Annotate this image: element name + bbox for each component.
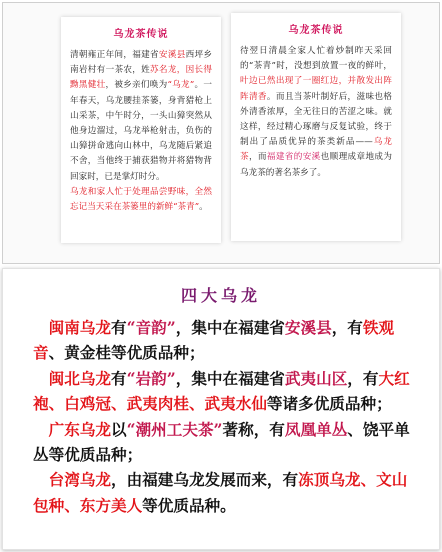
highlight-text: 乌龙和家人忙于处理品尝野味，全然忘记当天采在茶篓里的新鲜“茶青” bbox=[70, 186, 212, 213]
text-run: 著称，有 bbox=[222, 419, 285, 439]
highlight-text: 凤凰单丛 bbox=[284, 419, 348, 439]
legend-card-left bbox=[61, 17, 221, 243]
highlight-text: 苏名龙，因长得黝黑健壮 bbox=[70, 65, 212, 91]
card-body bbox=[70, 48, 212, 215]
text-run: ，而 bbox=[248, 152, 267, 163]
highlight-text: 大红袍、白鸡冠、武夷肉桂、武夷水仙 bbox=[33, 368, 410, 414]
highlight-text: “乌龙” bbox=[167, 80, 195, 91]
highlight-text: 闽北乌龙 bbox=[48, 368, 111, 388]
text-run: 等诸多优质品种； bbox=[266, 394, 392, 414]
card-title: 乌龙茶传说 bbox=[288, 25, 344, 36]
card-title: 乌龙茶传说 bbox=[113, 29, 169, 40]
text-run: 。一年春天，乌龙腰挂茶篓，身背猎枪上山采茶，中午时分，一头山獐突然从他身边溜过，乌龙举枪射击，负伤的山獐拼命逃向山林中，乌龙随后紧追不舍，当他终于捕获猎物并将猎物背回家时，已是掌灯时分。 bbox=[70, 80, 212, 182]
highlight-text: 广东乌龙 bbox=[48, 419, 111, 439]
highlight-text: 福建省的安溪 bbox=[266, 152, 321, 163]
paragraph bbox=[33, 467, 421, 518]
section-heading: 四大乌龙 bbox=[180, 286, 261, 305]
highlight-text: 台湾乌龙 bbox=[48, 470, 111, 490]
highlight-text: 冻顶乌龙、文山包种、东方美人 bbox=[33, 470, 408, 515]
legend-panel bbox=[2, 2, 440, 264]
text-run: ，有 bbox=[331, 318, 363, 337]
legend-card-right bbox=[231, 13, 401, 241]
text-run: 有 bbox=[110, 318, 127, 337]
highlight-text: “潮州工夫茶” bbox=[126, 419, 223, 439]
text-run: 西坪乡南岩村有一茶农，姓 bbox=[70, 50, 212, 76]
paragraph bbox=[240, 44, 392, 181]
highlight-text: 乌龙茶 bbox=[240, 137, 392, 163]
text-run: ，集中在福建省 bbox=[175, 318, 285, 337]
text-run: 等优质品种。 bbox=[142, 495, 236, 515]
highlight-text: 叶边已然出现了一圈红边，并散发出阵阵清香 bbox=[240, 76, 392, 102]
text-run: 。 bbox=[199, 202, 208, 213]
text-run: ，被乡亲们唤为 bbox=[105, 80, 168, 91]
highlight-text: 安溪县 bbox=[284, 318, 332, 337]
highlight-text: 安溪县 bbox=[158, 50, 186, 60]
text-run: 也顺理成章地成为乌龙茶的著名茶乡了。 bbox=[240, 152, 392, 178]
card-body bbox=[240, 44, 392, 181]
text-run: 、饶平单丛等优质品种； bbox=[33, 419, 410, 465]
highlight-text: 铁观音 bbox=[33, 318, 395, 363]
text-run: 。而且当茶叶制好后，滋味也格外清香浓厚，全无往日的苦涩之味。就这样，经过精心琢磨与反复试验，终于制出了品质优异的茶类新品—— bbox=[240, 91, 392, 148]
text-run: 、黄金桂等优质品种； bbox=[48, 343, 205, 363]
text-run: 有 bbox=[110, 368, 127, 388]
highlight-text: 武夷山区 bbox=[284, 368, 348, 388]
text-run: 待翌日清晨全家人忙着炒制昨天采回的“茶青”时，没想到放置一夜的鲜叶， bbox=[240, 46, 392, 72]
highlight-text: 闽南乌龙 bbox=[48, 318, 111, 337]
paragraph bbox=[33, 366, 421, 417]
four-oolong-panel bbox=[2, 268, 440, 550]
text-run: ，集中在福建省 bbox=[175, 368, 285, 388]
highlight-text: “岩韵” bbox=[126, 368, 176, 388]
text-run: 清朝雍正年间，福建省 bbox=[70, 50, 159, 60]
paragraph bbox=[70, 48, 212, 185]
highlight-text: “音韵” bbox=[126, 318, 176, 337]
text-run: ，有 bbox=[347, 368, 379, 388]
paragraph bbox=[70, 185, 212, 215]
text-run: 以 bbox=[110, 419, 127, 439]
paragraph bbox=[33, 417, 421, 468]
text-run: ，由福建乌龙发展而来，有 bbox=[110, 470, 299, 490]
paragraph bbox=[33, 315, 421, 366]
oolong-description bbox=[33, 315, 421, 518]
